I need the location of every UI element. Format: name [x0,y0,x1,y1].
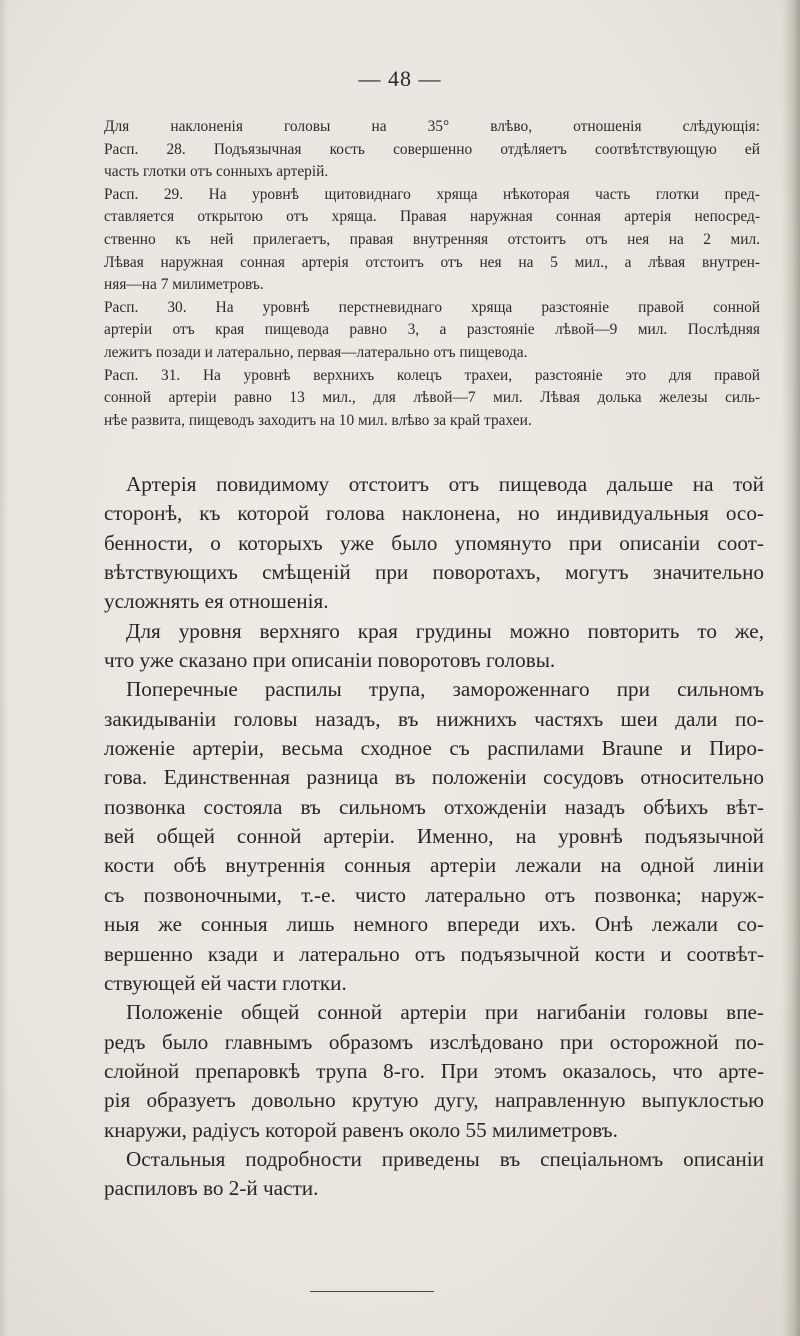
right-page-edge [782,0,800,1336]
text-line: Остальныя подробности приведены въ спеціальномъ описаніи [126,1146,764,1171]
text-line: Для уровня верхняго края грудины можно повторить то же, [126,618,764,643]
text-line: няя—на 7 милиметровъ. [104,276,264,294]
left-page-edge [0,0,8,1336]
text-line: кости обѣ внутреннія сонныя артеріи лежали на одной линіи [104,853,764,878]
text-line: нѣе развита, пищеводъ заходитъ на 10 мил. влѣво за край трахеи. [104,411,532,429]
text-line: артеріи отъ края пищевода равно 3, а разстояніе лѣвой—9 мил. Послѣдняя [104,321,760,339]
text-line: ложеніе артеріи, весьма сходное съ распилами Braune и Пиро- [104,736,764,761]
text-line: бенности, о которыхъ уже было упомянуто при описаніи соот- [104,530,764,555]
text-line: съ позвоночными, т.-е. чисто латерально отъ позвонка; наруж- [104,882,764,907]
text-line: кнаружи, радіусъ которой равенъ около 55 милиметровъ. [104,1117,618,1142]
small-print-section [104,116,760,432]
end-rule [310,1291,434,1292]
text-line: сторонѣ, къ которой голова наклонена, но индивидуальныя осо- [104,501,764,526]
page-number: — 48 — [358,66,442,91]
text-line: Положеніе общей сонной артеріи при нагибаніи головы впе- [126,1000,764,1025]
main-text-section [104,470,764,1204]
text-line: ствующей ей части глотки. [104,970,347,995]
text-line: Поперечные распилы трупа, замороженнаго при сильномъ [126,677,764,702]
text-line: рія образуетъ довольно крутую дугу, направленную выпуклостью [104,1088,764,1113]
text-line: часть глотки отъ сонныхъ артерій. [104,163,329,181]
text-line: ственно къ ней прилегаетъ, правая внутренняя отстоитъ отъ нея на 2 мил. [104,230,760,248]
text-line: усложнять ея отношенія. [104,589,329,614]
text-line: Расп. 31. На уровнѣ верхнихъ колецъ трахеи, разстояніе это для правой [104,366,760,384]
text-line: вей общей сонной артеріи. Именно, на уровнѣ подъязычной [104,824,764,849]
text-line: Для наклоненія головы на 35° влѣво, отношенія слѣдующія: [104,118,760,135]
text-line: ставляется открытою отъ хряща. Правая наружная сонная артерія непосред- [104,208,760,226]
text-line: гова. Единственная разница въ положеніи сосудовъ относительно [104,765,764,790]
text-line: вершенно кзади и латерально отъ подъязычной кости и соотвѣт- [104,941,764,966]
text-line: Расп. 30. На уровнѣ перстневиднаго хряща разстояніе правой сонной [104,298,760,316]
text-line: Расп. 28. Подъязычная кость совершенно отдѣляетъ соотвѣтствующую ей [104,140,760,158]
text-line: распиловъ во 2-й части. [104,1176,319,1201]
text-line: вѣтствующихъ смѣщеній при поворотахъ, могутъ значительно [104,560,764,585]
text-line: что уже сказано при описаніи поворотовъ головы. [104,648,556,673]
text-line: лежитъ позади и латерально, первая—латерально отъ пищевода. [104,343,528,361]
text-line: закидываніи головы назадъ, въ нижнихъ частяхъ шеи дали по- [104,706,764,731]
text-line: Артерія повидимому отстоитъ отъ пищевода дальше на той [126,472,764,496]
text-line: ныя же сонныя лишь немного впереди ихъ. Онѣ лежали со- [104,912,764,937]
text-line: позвонка состояла въ сильномъ отхожденіи назадъ обѣихъ вѣт- [104,794,764,819]
text-line: редъ было главнымъ образомъ изслѣдовано при осторожной по- [104,1029,764,1054]
text-line: Расп. 29. На уровнѣ щитовиднаго хряща нѣкоторая часть глотки пред- [104,185,760,203]
text-line: слойной препаровкѣ трупа 8-го. При этомъ оказалось, что арте- [104,1058,764,1083]
text-line: сонной артеріи равно 13 мил., для лѣвой—7 мил. Лѣвая долька железы силь- [104,389,760,407]
text-line: Лѣвая наружная сонная артерія отстоитъ отъ нея на 5 мил., а лѣвая внутрен- [104,253,760,271]
